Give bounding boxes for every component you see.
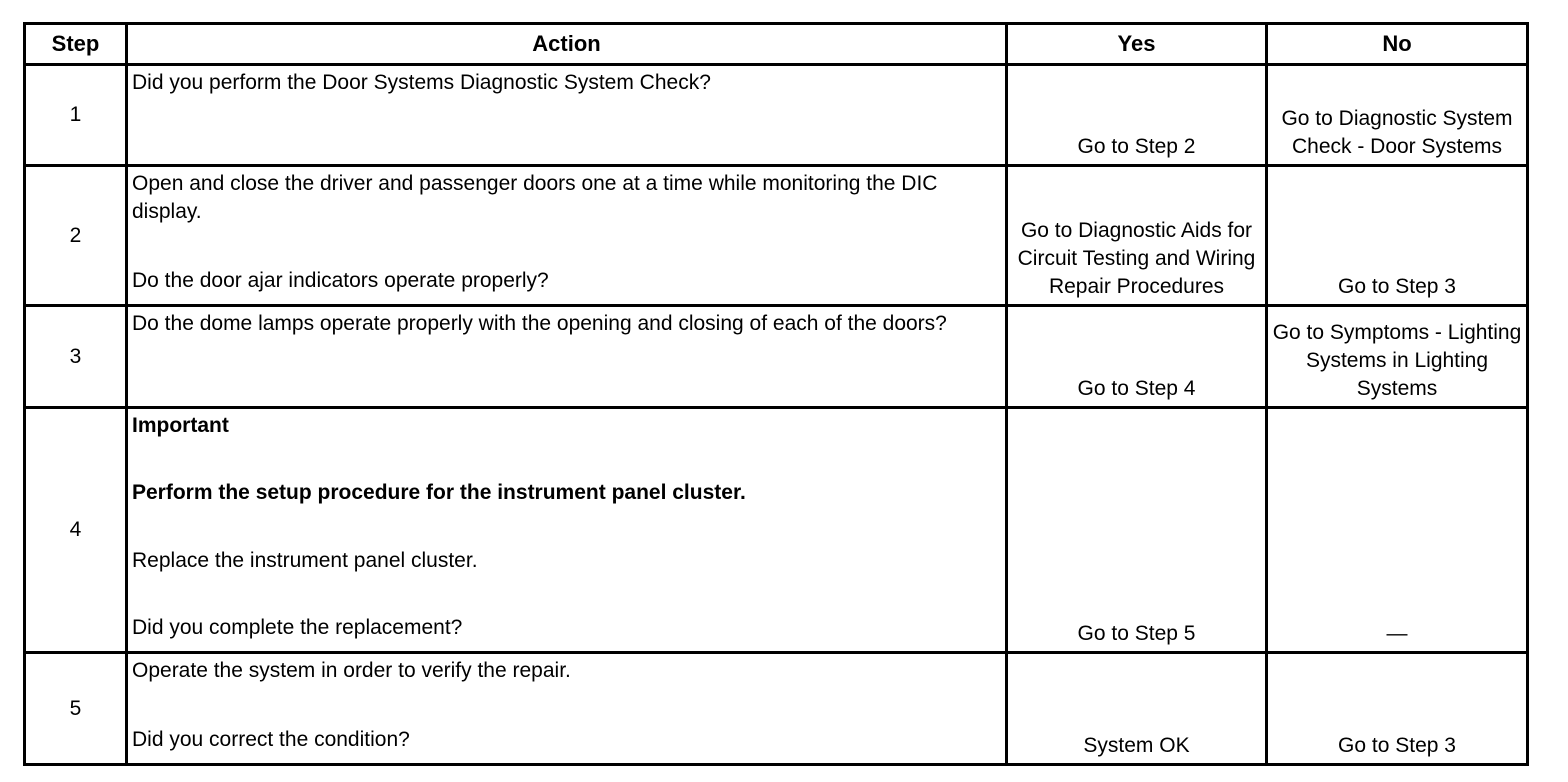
no-result: Go to Symptoms - Lighting Systems in Lighting Systems xyxy=(1267,306,1528,408)
important-label: Important xyxy=(132,414,229,437)
action-question: Do the door ajar indicators operate properly? xyxy=(132,269,549,292)
table-header-row xyxy=(25,24,1528,65)
yes-result: Go to Step 2 xyxy=(1007,65,1267,166)
header-yes: Yes xyxy=(1007,24,1267,65)
header-action: Action xyxy=(127,24,1007,65)
step-number: 2 xyxy=(25,166,127,306)
action-cell xyxy=(127,408,1007,653)
header-no: No xyxy=(1267,24,1528,65)
step-number: 4 xyxy=(25,408,127,653)
diagnostic-table xyxy=(23,22,1529,766)
header-step: Step xyxy=(25,24,127,65)
step-number: 3 xyxy=(25,306,127,408)
action-cell xyxy=(127,653,1007,765)
table-row xyxy=(25,166,1528,306)
action-text: Operate the system in order to verify the repair. xyxy=(132,659,571,682)
action-cell xyxy=(127,65,1007,166)
table-row xyxy=(25,65,1528,166)
action-cell xyxy=(127,166,1007,306)
no-result: Go to Diagnostic System Check - Door Systems xyxy=(1267,65,1528,166)
action-text: Do the dome lamps operate properly with the opening and closing of each of the doors? xyxy=(132,312,947,335)
yes-result: System OK xyxy=(1007,653,1267,765)
action-text: Did you perform the Door Systems Diagnostic System Check? xyxy=(132,71,711,94)
step-number: 1 xyxy=(25,65,127,166)
action-text: Replace the instrument panel cluster. xyxy=(132,548,478,572)
no-result: Go to Step 3 xyxy=(1267,653,1528,765)
no-result: — xyxy=(1267,408,1528,653)
table-row xyxy=(25,653,1528,765)
important-note: Perform the setup procedure for the instrument panel cluster. xyxy=(132,481,746,505)
action-question: Did you correct the condition? xyxy=(132,728,410,751)
step-number: 5 xyxy=(25,653,127,765)
action-text: Open and close the driver and passenger doors one at a time while monitoring the DIC display. xyxy=(132,172,938,223)
yes-result: Go to Diagnostic Aids for Circuit Testing and Wiring Repair Procedures xyxy=(1007,166,1267,306)
action-question: Did you complete the replacement? xyxy=(132,615,463,639)
no-result: Go to Step 3 xyxy=(1267,166,1528,306)
table-row xyxy=(25,408,1528,653)
yes-result: Go to Step 5 xyxy=(1007,408,1267,653)
yes-result: Go to Step 4 xyxy=(1007,306,1267,408)
action-cell xyxy=(127,306,1007,408)
table-row xyxy=(25,306,1528,408)
